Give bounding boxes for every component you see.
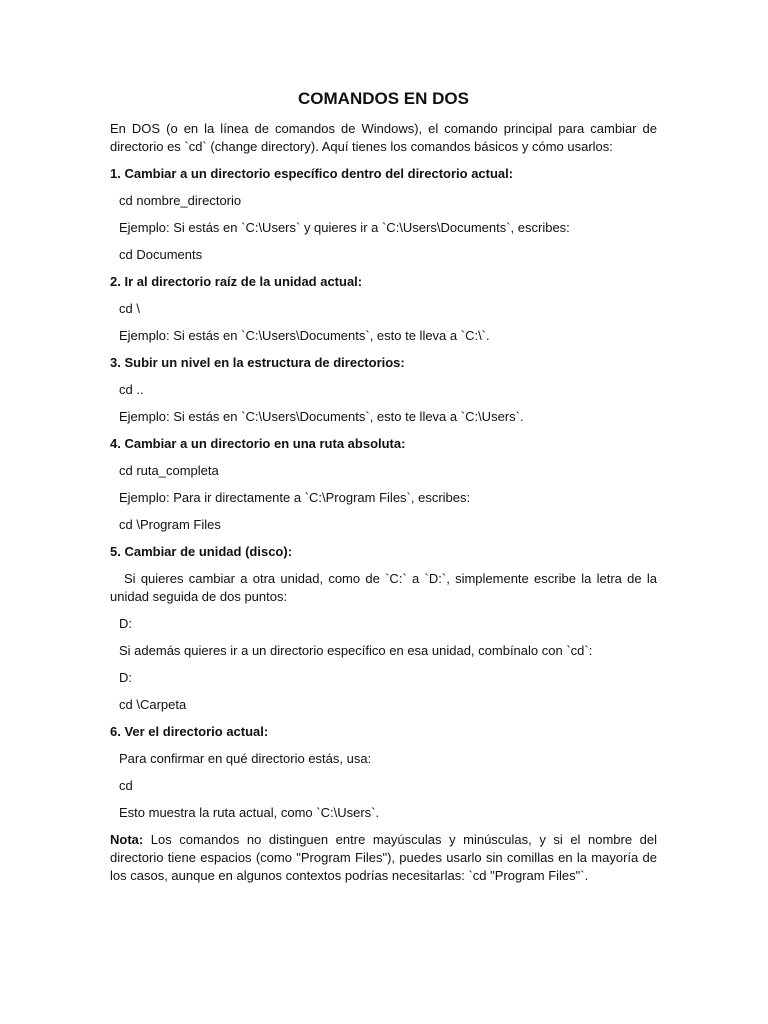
command-line: cd nombre_directorio	[119, 193, 242, 208]
note-label: Nota:	[110, 832, 144, 847]
command-line: D:	[119, 616, 132, 631]
document-title: COMANDOS EN DOS	[298, 89, 469, 108]
command-line: D:	[119, 670, 132, 685]
command-line: cd Documents	[119, 247, 203, 262]
command-line: cd ruta_completa	[119, 463, 219, 478]
section-heading: 2. Ir al directorio raíz de la unidad actual:	[110, 274, 363, 289]
example-line: Esto muestra la ruta actual, como `C:\Users`.	[119, 805, 380, 820]
section-heading: 1. Cambiar a un directorio específico dentro del directorio actual:	[110, 166, 514, 181]
section-heading: 3. Subir un nivel en la estructura de directorios:	[110, 355, 405, 370]
note-paragraph	[110, 831, 657, 885]
example-line: Ejemplo: Si estás en `C:\Users\Documents`, esto te lleva a `C:\Users`.	[119, 409, 524, 424]
example-line: Ejemplo: Si estás en `C:\Users\Documents`, esto te lleva a `C:\`.	[119, 328, 490, 343]
command-line: cd \	[119, 301, 140, 316]
document-body	[110, 88, 657, 894]
example-line: Para confirmar en qué directorio estás, usa:	[119, 751, 372, 766]
command-line: cd \Carpeta	[119, 697, 187, 712]
example-line: Si además quieres ir a un directorio específico en esa unidad, combínalo con `cd`:	[119, 643, 593, 658]
example-line: Ejemplo: Para ir directamente a `C:\Program Files`, escribes:	[119, 490, 471, 505]
intro-paragraph: En DOS (o en la línea de comandos de Windows), el comando principal para cambiar de directorio es `cd` (change directory). Aquí tienes los comandos básicos y cómo usarlos:	[110, 121, 657, 154]
section-heading: 6. Ver el directorio actual:	[110, 724, 269, 739]
command-line: cd \Program Files	[119, 517, 221, 532]
section-heading: 4. Cambiar a un directorio en una ruta absoluta:	[110, 436, 406, 451]
section-heading: 5. Cambiar de unidad (disco):	[110, 544, 293, 559]
command-line: cd	[119, 778, 133, 793]
command-line: cd ..	[119, 382, 144, 397]
section-paragraph: Si quieres cambiar a otra unidad, como de `C:` a `D:`, simplemente escribe la letra de la unidad seguida de dos puntos:	[110, 571, 657, 604]
example-line: Ejemplo: Si estás en `C:\Users` y quieres ir a `C:\Users\Documents`, escribes:	[119, 220, 570, 235]
note-text: Los comandos no distinguen entre mayúsculas y minúsculas, y si el nombre del directorio tiene espacios (como "Program Files"), puedes usarlo sin comillas en la mayoría de los casos, aunque en algunos contextos podrías necesitarlas: `cd "Program Files"`.	[110, 832, 657, 883]
